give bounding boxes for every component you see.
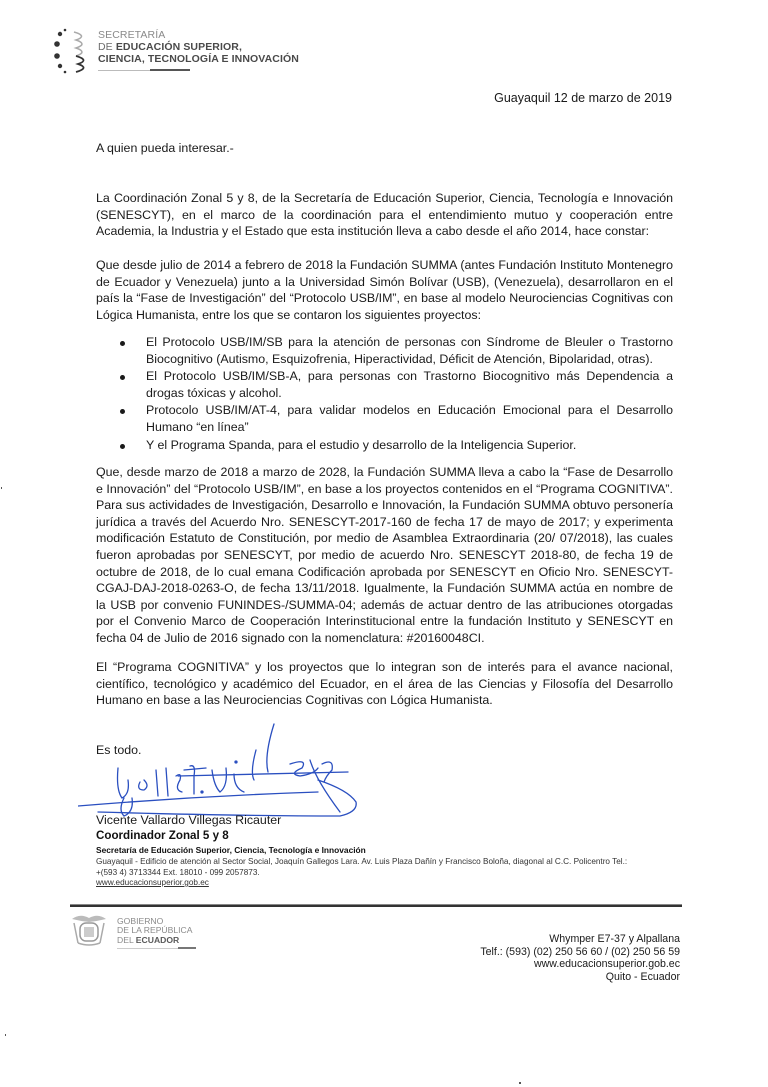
org-line-1: SECRETARÍA: [98, 29, 166, 41]
bullet-icon: [120, 375, 125, 380]
signer-phone: +(593 4) 3713344 Ext. 18010 - 099 2057873.: [96, 868, 260, 877]
signer-address-line: Guayaquil - Edificio de atención al Sector Social, Joaquín Gallegos Lara. Av. Luis Plaza Dañín y Francisco Boloña, diagonal al C.C. Policentro Tel.:: [96, 857, 628, 866]
org-line-3: CIENCIA, TECNOLOGÍA E INNOVACIÓN: [98, 53, 299, 65]
signer-name: Vicente Vallardo Villegas Ricauter: [96, 813, 282, 827]
salutation: A quien pueda interesar.-: [96, 141, 234, 155]
scan-speck: [5, 1034, 6, 1036]
bullet-icon: [120, 409, 125, 414]
gov-line-3-prefix: DEL: [117, 934, 136, 945]
footer-rule: [70, 905, 682, 907]
signer-title: Coordinador Zonal 5 y 8: [96, 829, 229, 842]
projects-list: [96, 334, 673, 454]
contact-website-link[interactable]: www.educacionsuperior.gob.ec: [533, 958, 680, 971]
org-line-2-bold: EDUCACIÓN SUPERIOR,: [115, 41, 242, 53]
scan-speck: [519, 1082, 521, 1084]
list-item-text: Protocolo USB/IM/AT-4, para validar modelos en Educación Emocional para el Desarrollo Humano “en línea”: [146, 403, 673, 434]
gov-rule-accent: [178, 947, 196, 949]
paragraph-2: Que desde julio de 2014 a febrero de 2018 la Fundación SUMMA (antes Fundación Instituto Montenegro de Ecuador y Venezuela) junto a la Universidad Simón Bolívar (USB), (Venezuela), desarrollaron en el país la “Fase de Investigación” del “Protocolo USB/IM”, en base al modelo Neurociencias Cognitivas con Lógica Humanista, entre los que se contaron los siguientes proyectos:: [96, 258, 673, 322]
list-item: [96, 402, 673, 435]
org-line-2-prefix: DE: [98, 41, 116, 53]
contact-address: Whymper E7-37 y Alpallana: [549, 933, 680, 945]
closing: Es todo.: [96, 743, 142, 757]
list-item: [96, 368, 673, 401]
list-item: [96, 334, 673, 367]
scan-speck: [1, 487, 2, 489]
signer-organization: Secretaría de Educación Superior, Ciencia, Tecnología e Innovación: [96, 845, 366, 855]
footer-contact: [480, 933, 680, 983]
gov-ecuador-name: [117, 917, 192, 945]
list-item-text: Y el Programa Spanda, para el estudio y desarrollo de la Inteligencia Superior.: [146, 437, 577, 452]
ecuador-coat-of-arms-icon: [70, 913, 108, 947]
letter-date: Guayaquil 12 de marzo de 2019: [494, 91, 672, 105]
contact-phone: Telf.: (593) (02) 250 56 60 / (02) 250 56 59: [480, 945, 680, 958]
bullet-icon: [120, 444, 125, 449]
list-item-text: El Protocolo USB/IM/SB para la atención de personas con Síndrome de Bleuler o Trastorno Biocognitivo (Autismo, Esquizofrenia, Hiperactividad, Déficit de Atención, Bipolaridad, otras).: [146, 335, 673, 366]
list-item: [96, 437, 673, 454]
signer-address: [96, 856, 716, 878]
gov-line-1: GOBIERNO: [117, 916, 164, 926]
signer-website-link[interactable]: www.educacionsuperior.gob.ec: [96, 878, 209, 887]
gov-line-2: DE LA REPÚBLICA: [117, 925, 193, 936]
bullet-icon: [120, 341, 125, 346]
paragraph-4: El “Programa COGNITIVA” y los proyectos que lo integran son de interés para el avance nacional, científico, tecnológico y académico del Ecuador, en el área de las Ciencias y Filosofía del Desarrollo Humano en base a las Neurociencias Cognitivas con Lógica Humanista.: [96, 660, 673, 708]
gov-line-3-bold: ECUADOR: [135, 934, 180, 945]
header-rule-accent: [150, 69, 190, 71]
contact-city: Quito - Ecuador: [605, 970, 680, 983]
paragraph-3: Que, desde marzo de 2018 a marzo de 2028, la Fundación SUMMA lleva a cabo la “Fase de Desarrollo e Innovación” del “Protocolo USB/IM”, en base a los proyectos contenidos en el “Programa COGNITIVA”. Para sus actividades de Investigación, Desarrollo e Innovación, la Fundación SUMMA obtuvo personería jurídica a través del Acuerdo Nro. SENESCYT-2017-160 de fecha 17 de mayo de 2017; y experimenta modificación Estatuto de Constitución, por medio de Asamblea Extraordinaria (20/ 07/2018), las cuales fueron aprobadas por SENESCYT, por medio de acuerdo Nro. SENESCYT 2018-80, de fecha 19 de octubre de 2018, de lo cual emana Codificación aprobada por SENESCYT en Oficio Nro. SENESCYT-CGAJ-DAJ-2018-0263-O, de fecha 13/11/2018. Igualmente, la Fundación SUMMA actúa en nombre de la USB por convenio FUNINDES-/SUMMA-04; además de actuar dentro de las atribuciones otorgadas por el Convenio Marco de Cooperación Interinstitucional entre la fundación Instituto y SENESCYT en fecha 04 de Julio de 2016 signado con la nomenclatura: #20160048CI.: [96, 465, 673, 645]
senescyt-org-name: [98, 29, 299, 65]
list-item-text: El Protocolo USB/IM/SB-A, para personas con Trastorno Biocognitivo más Dependencia a drogas tóxicas y alcohol.: [146, 369, 673, 400]
paragraph-1: La Coordinación Zonal 5 y 8, de la Secretaría de Educación Superior, Ciencia, Tecnología e Innovación (SENESCYT), en el marco de la coordinación para el entendimiento mutuo y cooperación entre Academia, la Industria y el Estado que esta institución lleva a cabo desde el año 2014, hace constar:: [96, 191, 673, 239]
